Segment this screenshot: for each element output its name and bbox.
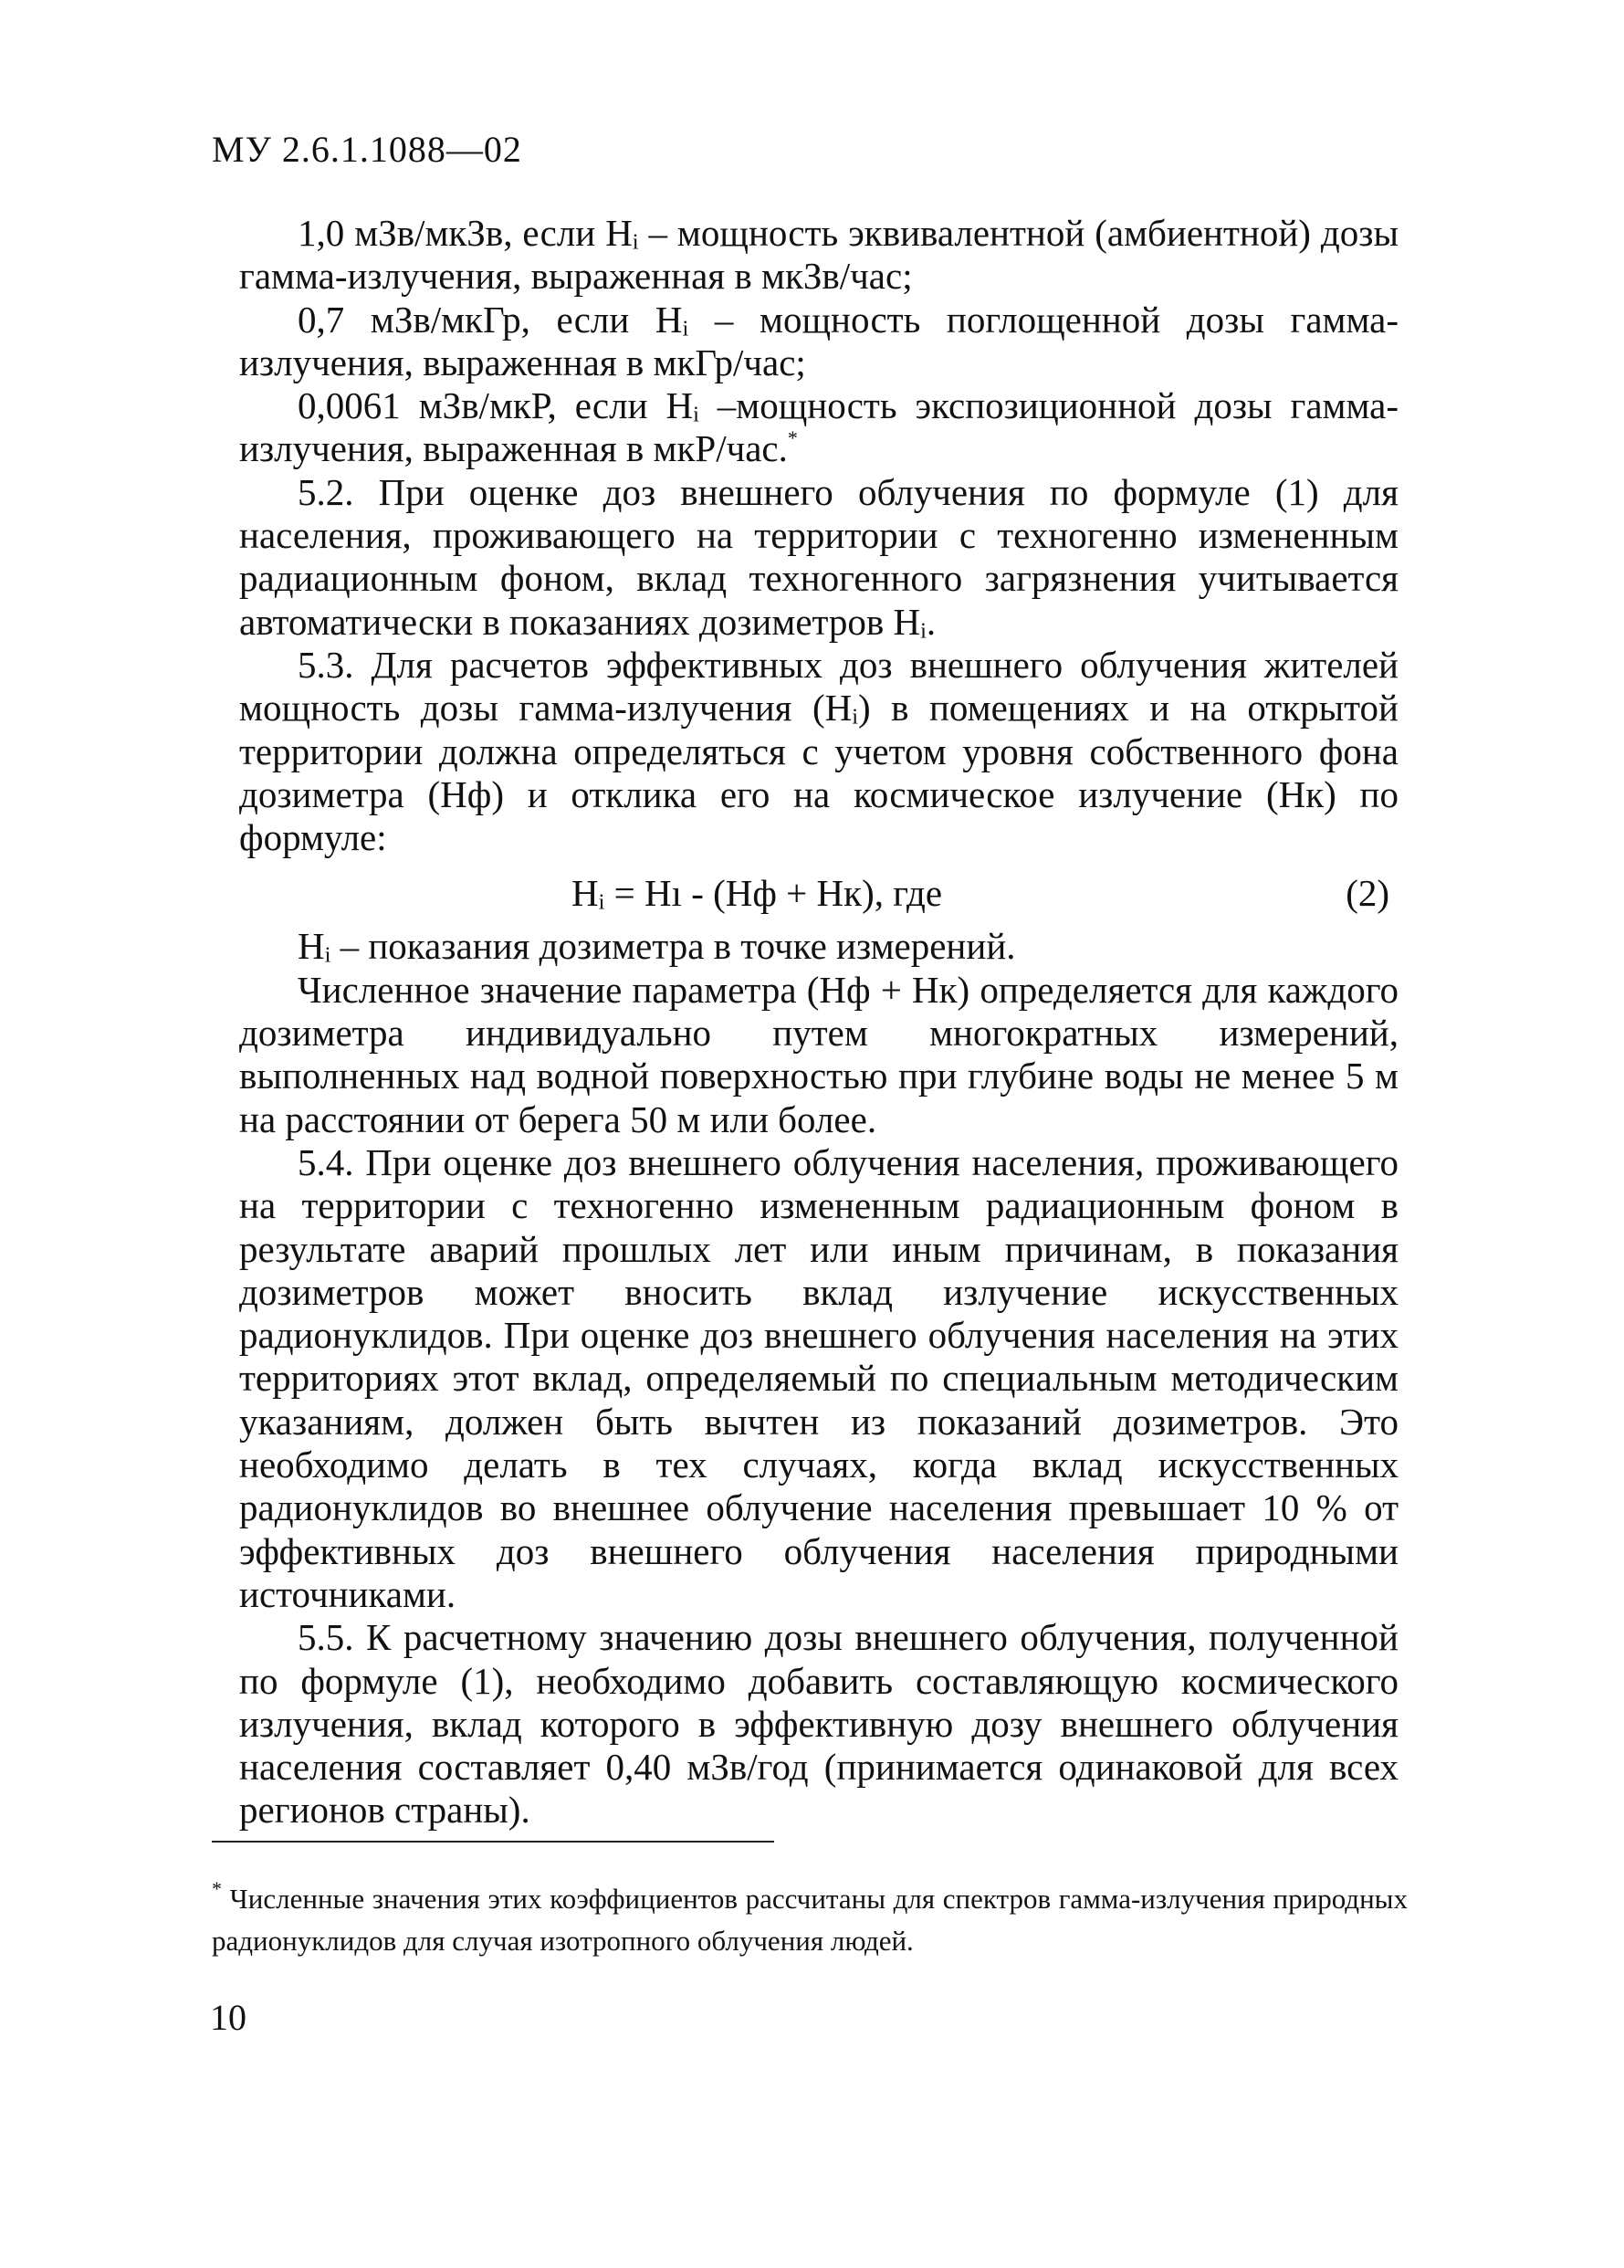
footnote-divider [212, 1841, 774, 1843]
paragraph: Численное значение параметра (Hф + Hк) определяется для каждого дозиметра индивидуально путем многократных измерений, выполненных над водной поверхностью при глубине воды не менее 5 м на расстоянии от берега 50 м или более. [239, 968, 1399, 1140]
paragraph-text: 0,0061 мЗв/мкР, если Hᵢ –мощность экспозиционной дозы гамма-излучения, выраженная в мкР/час. [239, 384, 1399, 470]
paragraph: 1,0 мЗв/мкЗв, если Hᵢ – мощность эквивалентной (амбиентной) дозы гамма-излучения, выраженная в мкЗв/час; [239, 212, 1399, 298]
paragraph: 5.4. При оценке доз внешнего облучения населения, проживающего на территории с техногенно измененным радиационным фоном в результате аварий прошлых лет или иным причинам, в показания дозиметров может вносить вклад излучение искусственных радионуклидов. При оценке доз внешнего облучения населения на этих территориях этот вклад, определяемый по специальным методическим указаниям, должен быть вычтен из показаний дозиметров. Это необходимо делать в тех случаях, когда вклад искусственных радионуклидов во внешнее облучение населения превышает 10 % от эффективных доз внешнего облучения населения природными источниками. [239, 1140, 1399, 1615]
paragraph: Hᵢ – показания дозиметра в точке измерений. [298, 925, 1016, 968]
formula-expression: Hᵢ = Hı - (Hф + Hк), где [571, 872, 943, 915]
paragraph: 5.2. При оценке доз внешнего облучения по формуле (1) для населения, проживающего на территории с техногенно измененным радиационным фоном, вклад техногенного загрязнения учитывается автоматически в показаниях дозиметров Hᵢ. [239, 470, 1399, 643]
footnote-text: Численные значения этих коэффициентов рассчитаны для спектров гамма-излучения природных радионуклидов для случая изотропного облучения людей. [212, 1883, 1408, 1957]
footnote-marker: * [787, 426, 798, 450]
footnote [212, 1868, 1408, 1962]
paragraph: 0,7 мЗв/мкГр, если Hᵢ – мощность поглощенной дозы гамма-излучения, выраженная в мкГр/час; [239, 298, 1399, 383]
formula-line [239, 859, 1399, 925]
body-text [239, 212, 1399, 1832]
paragraph: 5.5. К расчетному значению дозы внешнего облучения, полученной по формуле (1), необходимо добавить составляющую космического излучения, вклад которого в эффективную дозу внешнего облучения населения составляет 0,40 мЗв/год (принимается одинаковой для всех регионов страны). [239, 1616, 1399, 1832]
page-number: 10 [210, 1997, 246, 2038]
paragraph [239, 384, 1399, 471]
document-header: МУ 2.6.1.1088—02 [212, 129, 522, 170]
paragraph: 5.3. Для расчетов эффективных доз внешнего облучения жителей мощность дозы гамма-излучения (Hᵢ) в помещениях и на открытой территории должна определяться с учетом уровня собственного фона дозиметра (Hф) и отклика его на космическое излучение (Hк) по формуле: [239, 643, 1399, 859]
footnote-marker: * [212, 1877, 222, 1900]
formula-number: (2) [1346, 872, 1389, 915]
